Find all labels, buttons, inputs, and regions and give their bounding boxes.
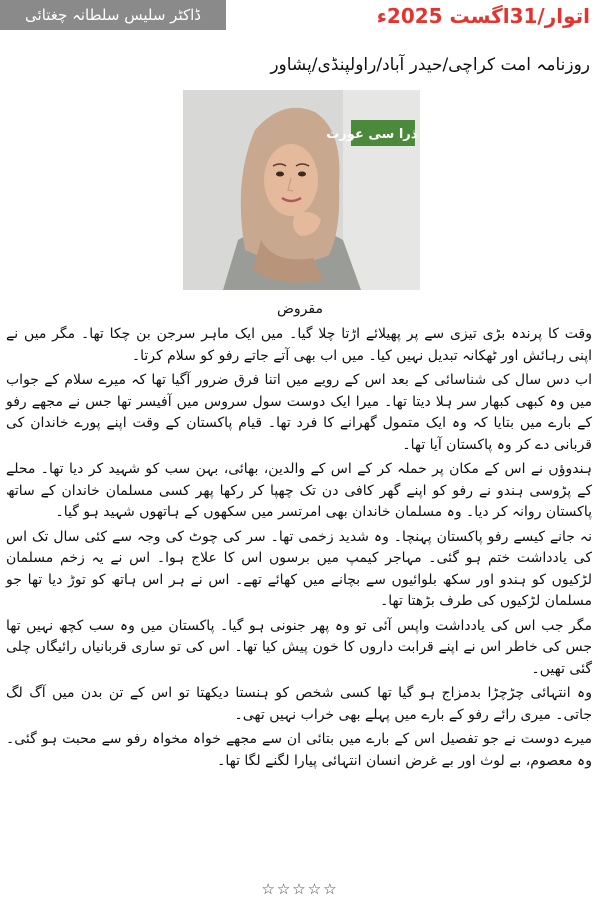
hero-banner-text: اک ذرا سی عورت <box>326 127 440 142</box>
woman-in-hijab-illustration <box>183 90 440 290</box>
hero-image <box>183 90 440 290</box>
paragraph: اب دس سال کی شناسائی کے بعد اس کے رویے میں اتنا فرق ضرور آگیا تھا کہ میرے سلام کے جواب میں وہ کبھی کبھار سر ہلا دیتا تھا۔ میرا ایک دوست سول سروس میں آفیسر تھا جس نے مجھے رفو کے بارے میں بتایا کہ وہ ایک متمول گھرانے کا فرد تھا۔ قیام پاکستان کے وقت اپنے پورے خاندان کی قربانی دے کر وہ پاکستان آیا تھا۔ <box>6 372 592 453</box>
left-eye <box>276 172 284 177</box>
paragraph: مگر جب اس کی یادداشت واپس آئی تو وہ پھر جنونی ہو گیا۔ پاکستان میں وہ سب کچھ نہیں تھا جس کی خاطر اس نے اپنے قرابت داروں کا خون پیش کیا تھا۔ اس کی تو ساری قربانیاں رائیگاں چلی گئی تھیں۔ <box>6 617 592 677</box>
paragraph: نہ جانے کیسے رفو پاکستان پہنچا۔ وہ شدید زخمی تھا۔ سر کی چوٹ کی وجہ سے کئی سال تک اس کی یادداشت ختم ہو گئی۔ مہاجر کیمپ میں برسوں اس کا علاج ہوا۔ اس نے یہ زخم مسلمان لڑکیوں کو ہندو اور سکھ بلوائیوں سے بچانے میں کھائے تھے۔ اس نے ہر اس ہاتھ کو توڑ دیا تھا جو مسلمان لڑکیوں کی طرف بڑھتا تھا۔ <box>6 528 592 609</box>
paragraph: ہندوؤں نے اس کے مکان پر حملہ کر کے اس کے والدین، بھائی، بہن سب کو شہید کر دیا تھا۔ محلے کے پڑوسی ہندو نے رفو کو اپنے گھر کافی دن تک چھپا کر رکھا پھر کسی مسلمان خاندان کے ساتھ پاکستان روانہ کر دیا۔ وہ مسلمان خاندان بھی امرتسر میں سکھوں کے ہاتھوں شہید ہو گیا۔ <box>6 461 592 520</box>
paragraph: میرے دوست نے جو تفصیل اس کے بارے میں بتائی ان سے مجھے خواہ مخواہ رفو سے محبت ہو گئی۔ وہ معصوم، بے لوث اور بے غرض انسان انتہائی پیارا لگنے لگا تھا۔ <box>6 731 592 769</box>
paragraph: وہ انتہائی چڑچڑا بدمزاج ہو گیا تھا کسی شخص کو ہنستا دیکھتا تو اس کے تن بدن میں آگ لگ جاتی۔ میری رائے رفو کے بارے میں پہلے بھی خراب نہیں تھی۔ <box>6 685 592 723</box>
column-title: مقروض <box>277 301 323 317</box>
article-body <box>6 324 592 775</box>
paragraph: وقت کا پرندہ بڑی تیزی سے پر پھیلائے اڑتا چلا گیا۔ میں ایک ماہر سرجن بن چکا تھا۔ مگر میں نے اپنی رہائش اور ٹھکانہ تبدیل نہیں کیا۔ میں اب بھی آتے جاتے رفو کو سلام کرتا۔ <box>6 326 592 364</box>
author-tag: ڈاکٹر سلیس سلطانہ چغتائی <box>0 0 226 30</box>
right-eye <box>298 172 306 177</box>
star-divider: ☆☆☆☆☆ <box>261 880 339 898</box>
newspaper-source: روزنامہ امت کراچی/حیدر آباد/راولپنڈی/پشاور <box>270 55 590 75</box>
publication-date: اتوار/31اگست 2025ء <box>376 4 590 28</box>
